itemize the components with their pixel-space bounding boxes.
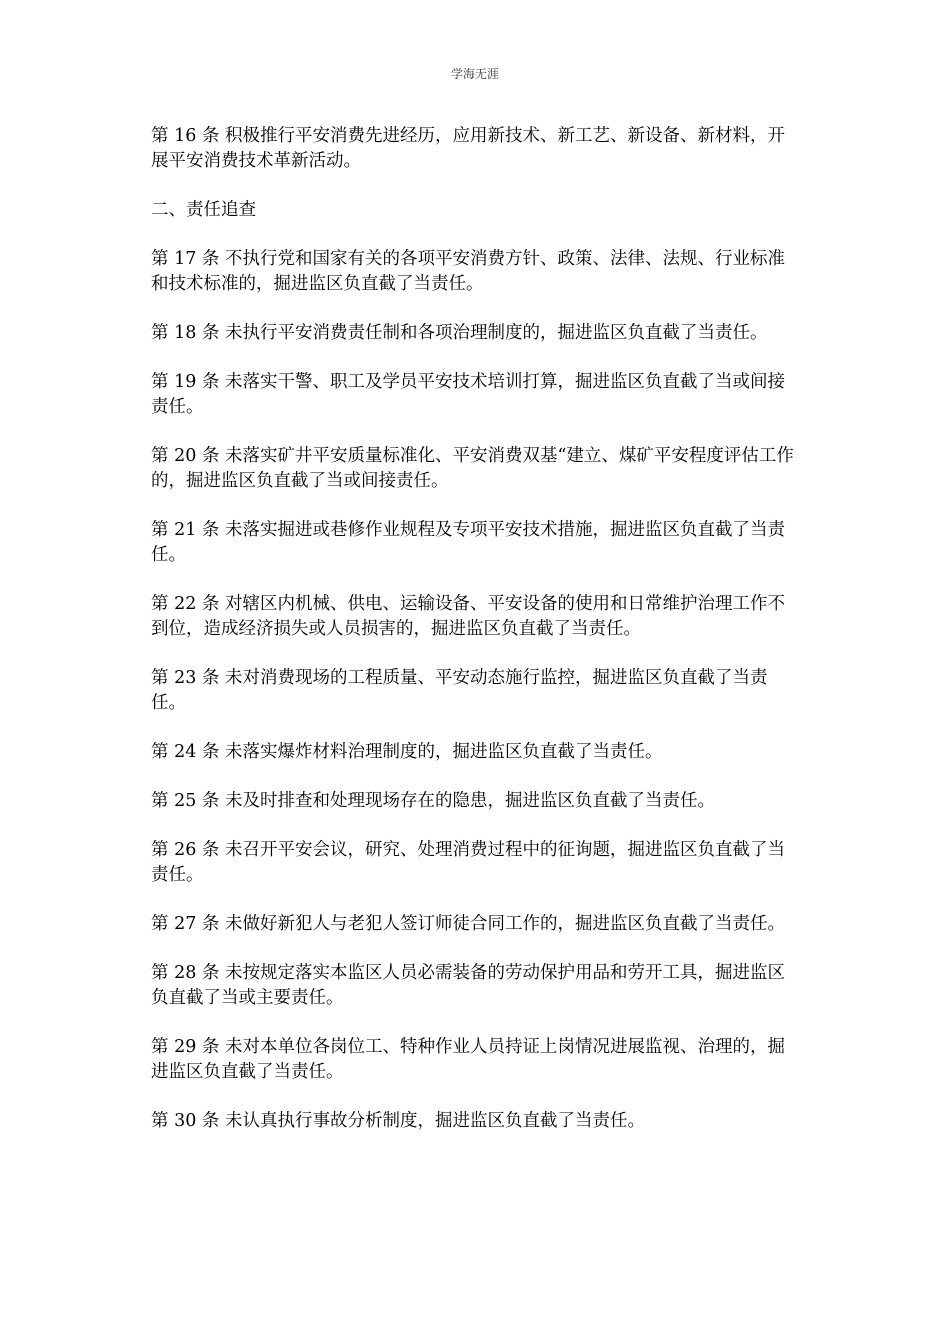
paragraph-article-20: 第 20 条 未落实矿井平安质量标准化、平安消费双基“建立、煤矿平安程度评估工作的，掘进监区负直截了当或间接责任。 [151,446,794,491]
paragraph-article-18: 第 18 条 未执行平安消费责任制和各项治理制度的，掘进监区负直截了当责任。 [151,323,768,343]
paragraph-article-26: 第 26 条 未召开平安会议，研究、处理消费过程中的征询题，掘进监区负直截了当责任。 [151,840,785,885]
paragraph-article-28: 第 28 条 未按规定落实本监区人员必需装备的劳动保护用品和劳开工具，掘进监区负直截了当或主要责任。 [151,963,785,1008]
document-body [151,124,801,1158]
paragraph-article-24: 第 24 条 未落实爆炸材料治理制度的，掘进监区负直截了当责任。 [151,742,663,762]
paragraph-article-23: 第 23 条 未对消费现场的工程质量、平安动态施行监控，掘进监区负直截了当责任。 [151,668,768,713]
paragraph-article-22: 第 22 条 对辖区内机械、供电、运输设备、平安设备的使用和日常维护治理工作不到位，造成经济损失或人员损害的，掘进监区负直截了当责任。 [151,594,785,639]
page-header: 学海无涯 [450,67,499,81]
paragraph-article-19: 第 19 条 未落实干警、职工及学员平安技术培训打算，掘进监区负直截了当或间接责任。 [151,372,785,417]
paragraph-article-17: 第 17 条 不执行党和国家有关的各项平安消费方针、政策、法律、法规、行业标准和技术标准的，掘进监区负直截了当责任。 [151,249,785,294]
paragraph-article-27: 第 27 条 未做好新犯人与老犯人签订师徒合同工作的，掘进监区负直截了当责任。 [151,914,785,934]
paragraph-article-16: 第 16 条 积极推行平安消费先进经历，应用新技术、新工艺、新设备、新材料，开展平安消费技术革新活动。 [151,126,785,171]
paragraph-article-30: 第 30 条 未认真执行事故分析制度，掘进监区负直截了当责任。 [151,1111,645,1131]
paragraph-article-29: 第 29 条 未对本单位各岗位工、特种作业人员持证上岗情况进展监视、治理的，掘进监区负直截了当责任。 [151,1037,785,1082]
paragraph-article-21: 第 21 条 未落实掘进或巷修作业规程及专项平安技术措施，掘进监区负直截了当责任。 [151,520,785,565]
paragraph-article-25: 第 25 条 未及时排查和处理现场存在的隐患，掘进监区负直截了当责任。 [151,791,715,811]
section-heading-responsibility: 二、责任追查 [151,200,256,220]
